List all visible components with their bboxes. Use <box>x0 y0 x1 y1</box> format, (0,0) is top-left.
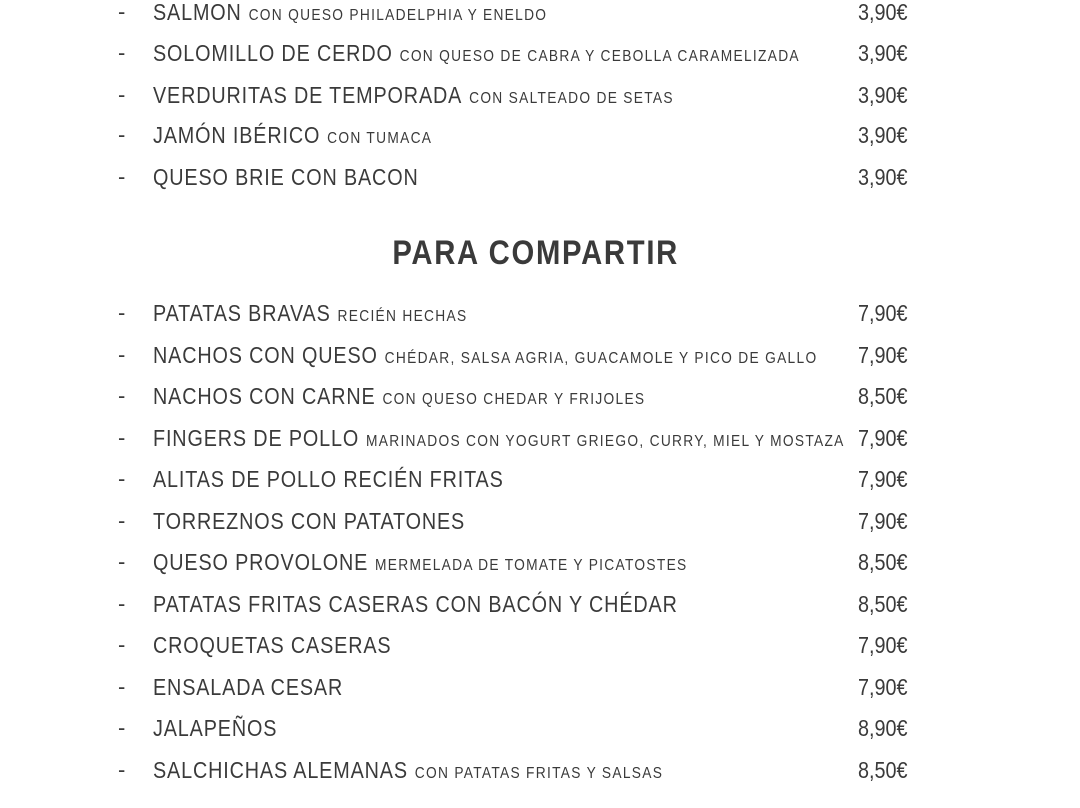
item-dash: - <box>118 466 126 491</box>
item-name: ENSALADA CESAR <box>153 673 344 700</box>
item-description: CON QUESO CHEDAR Y FRIJOLES <box>382 390 646 408</box>
item-price: 7,90€ <box>858 507 908 534</box>
item-dash: - <box>118 342 126 367</box>
item-description: CON QUESO PHILADELPHIA Y ENELDO <box>248 6 548 24</box>
item-description: CON QUESO DE CABRA Y CEBOLLA CARAMELIZADA <box>399 47 800 65</box>
item-dash: - <box>118 674 126 699</box>
menu-item <box>0 159 1080 195</box>
item-dash: - <box>118 82 126 107</box>
menu-item <box>0 503 1080 539</box>
item-price: 7,90€ <box>858 341 908 368</box>
menu-item <box>0 337 1080 373</box>
item-dash: - <box>118 632 126 657</box>
item-description: CON TUMACA <box>327 129 433 147</box>
item-description: RECIÉN HECHAS <box>337 307 468 325</box>
menu-item <box>0 378 1080 414</box>
menu-item <box>0 627 1080 663</box>
item-dash: - <box>118 425 126 450</box>
menu-item <box>0 461 1080 497</box>
item-dash: - <box>118 383 126 408</box>
item-name: VERDURITAS DE TEMPORADA <box>153 81 463 108</box>
item-dash: - <box>118 508 126 533</box>
menu-item <box>0 544 1080 580</box>
item-dash: - <box>118 40 126 65</box>
item-dash: - <box>118 164 126 189</box>
item-description: CON SALTEADO DE SETAS <box>469 89 674 107</box>
item-description: MARINADOS CON YOGURT GRIEGO, CURRY, MIEL Y MOSTAZA <box>365 432 845 450</box>
item-dash: - <box>118 591 126 616</box>
item-dash: - <box>118 757 126 782</box>
menu-item <box>0 295 1080 331</box>
item-name: ALITAS DE POLLO RECIÉN FRITAS <box>153 465 504 492</box>
item-price: 3,90€ <box>858 81 908 108</box>
item-name: PATATAS BRAVAS <box>153 299 331 326</box>
item-name: JAMÓN IBÉRICO <box>153 121 321 148</box>
section-title: PARA COMPARTIR <box>392 234 680 272</box>
item-name: TORREZNOS CON PATATONES <box>153 507 466 534</box>
item-price: 8,50€ <box>858 548 908 575</box>
item-name: QUESO BRIE CON BACON <box>153 163 419 190</box>
menu-item <box>0 117 1080 153</box>
item-name: PATATAS FRITAS CASERAS CON BACÓN Y CHÉDAR <box>153 590 678 617</box>
menu-item <box>0 669 1080 705</box>
item-name: FINGERS DE POLLO <box>153 424 360 451</box>
item-dash: - <box>118 300 126 325</box>
item-name: CROQUETAS CASERAS <box>153 631 392 658</box>
item-price: 8,50€ <box>858 382 908 409</box>
item-name: NACHOS CON QUESO <box>153 341 378 368</box>
item-price: 7,90€ <box>858 299 908 326</box>
menu-item <box>0 420 1080 456</box>
menu-item <box>0 0 1080 30</box>
menu-item <box>0 586 1080 622</box>
item-name: SALCHICHAS ALEMANAS <box>153 756 408 783</box>
item-dash: - <box>118 122 126 147</box>
item-name: SALMON <box>153 0 242 25</box>
item-price: 3,90€ <box>858 121 908 148</box>
item-price: 3,90€ <box>858 0 908 25</box>
item-price: 7,90€ <box>858 631 908 658</box>
item-name: QUESO PROVOLONE <box>153 548 369 575</box>
item-description: MERMELADA DE TOMATE Y PICATOSTES <box>375 556 688 574</box>
item-price: 7,90€ <box>858 465 908 492</box>
menu-item <box>0 35 1080 71</box>
item-name: SOLOMILLO DE CERDO <box>153 39 393 66</box>
menu-item <box>0 710 1080 746</box>
item-price: 7,90€ <box>858 673 908 700</box>
item-description: CHÉDAR, SALSA AGRIA, GUACAMOLE Y PICO DE GALLO <box>384 349 818 367</box>
menu-item <box>0 77 1080 113</box>
item-dash: - <box>118 715 126 740</box>
item-price: 8,90€ <box>858 714 908 741</box>
item-price: 7,90€ <box>858 424 908 451</box>
item-price: 8,50€ <box>858 590 908 617</box>
item-description: CON PATATAS FRITAS Y SALSAS <box>414 764 664 782</box>
item-price: 3,90€ <box>858 39 908 66</box>
menu-item <box>0 752 1080 788</box>
item-dash: - <box>118 549 126 574</box>
item-name: JALAPEÑOS <box>153 714 278 741</box>
item-price: 3,90€ <box>858 163 908 190</box>
item-price: 8,50€ <box>858 756 908 783</box>
item-dash: - <box>118 0 126 24</box>
item-name: NACHOS CON CARNE <box>153 382 376 409</box>
